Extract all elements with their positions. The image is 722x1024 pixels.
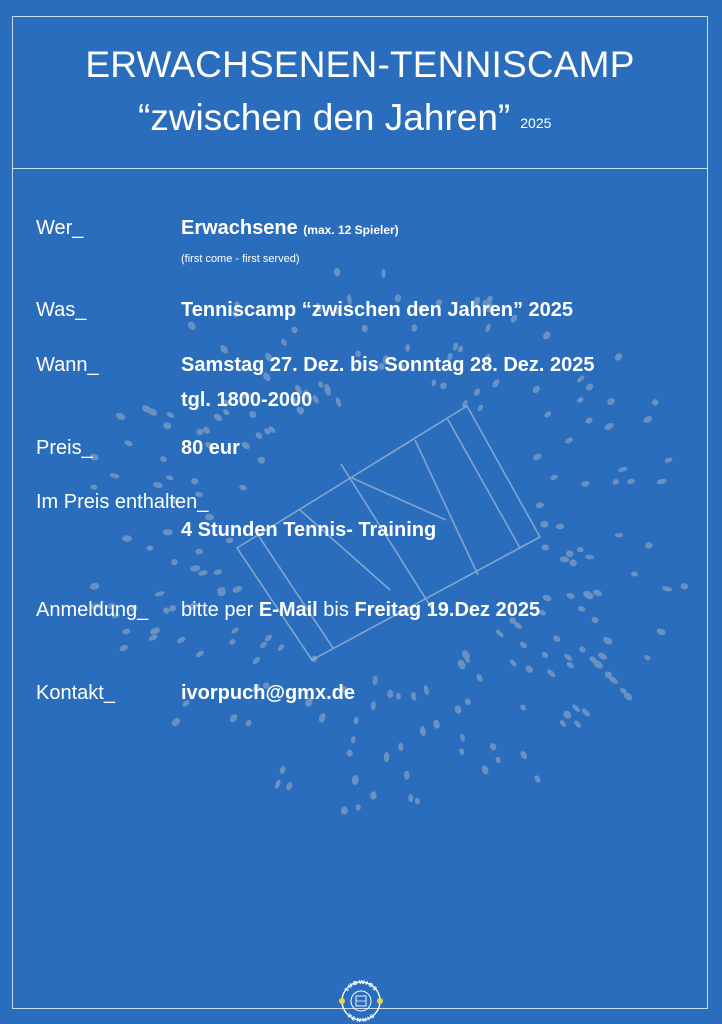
decor-dot bbox=[195, 649, 205, 658]
decor-dot bbox=[552, 634, 562, 643]
decor-dot bbox=[290, 326, 298, 334]
decor-dot bbox=[535, 502, 544, 509]
decor-dot bbox=[170, 716, 181, 727]
decor-dot bbox=[213, 569, 222, 576]
decor-dot bbox=[195, 427, 204, 436]
poster-title: ERWACHSENEN-TENNISCAMP bbox=[85, 44, 635, 85]
decor-dot bbox=[122, 627, 132, 635]
anmeldung-text2: bis bbox=[323, 599, 349, 621]
decor-dot bbox=[464, 698, 472, 706]
decor-dot bbox=[431, 379, 437, 387]
decor-dot bbox=[162, 421, 172, 431]
decor-dot bbox=[617, 466, 628, 473]
decor-dot bbox=[195, 548, 203, 554]
decor-dot bbox=[280, 338, 288, 347]
decor-dot bbox=[410, 691, 416, 701]
decor-dot bbox=[612, 478, 620, 485]
decor-dot bbox=[573, 719, 582, 729]
label-was: Was_ bbox=[36, 299, 87, 321]
decor-dot bbox=[457, 345, 464, 353]
anmeldung-deadline: Freitag 19.Dez 2025 bbox=[354, 599, 541, 621]
decor-dot bbox=[541, 544, 549, 550]
decor-dot bbox=[351, 775, 359, 786]
decor-dot bbox=[491, 378, 501, 389]
decor-dot bbox=[411, 324, 418, 332]
decor-dot bbox=[524, 664, 534, 674]
decor-dot bbox=[542, 594, 553, 603]
svg-text:TENNIS bbox=[346, 1013, 377, 1022]
decor-dot bbox=[566, 550, 574, 558]
decor-dot bbox=[452, 342, 459, 352]
decor-dot bbox=[341, 806, 349, 815]
value-anmeldung bbox=[181, 599, 540, 622]
decor-dot bbox=[454, 704, 463, 714]
decor-dot bbox=[519, 703, 527, 711]
decor-dot bbox=[664, 457, 673, 464]
decor-dot bbox=[481, 764, 490, 775]
note-first-come: (first come - first served) bbox=[181, 253, 300, 265]
decor-dot bbox=[495, 756, 502, 764]
decor-dot bbox=[355, 804, 361, 811]
club-logo bbox=[336, 976, 386, 1022]
label-kontakt: Kontakt_ bbox=[36, 682, 115, 704]
decor-dot bbox=[163, 529, 173, 535]
decor-dot bbox=[559, 719, 567, 728]
decor-dot bbox=[415, 797, 421, 804]
decor-dot bbox=[477, 404, 485, 412]
decor-dot bbox=[489, 742, 498, 751]
decor-dot bbox=[244, 719, 252, 728]
subtitle-year: 2025 bbox=[520, 115, 552, 131]
label-enthalten: Im Preis enthalten_ bbox=[36, 491, 209, 513]
value-wer-max-players: (max. 12 Spieler) bbox=[303, 223, 399, 237]
decor-dot bbox=[146, 545, 153, 550]
decor-dot bbox=[404, 771, 410, 780]
decor-dot bbox=[190, 477, 199, 485]
decor-dot bbox=[576, 396, 584, 404]
decor-dot bbox=[285, 781, 293, 791]
decor-dot bbox=[90, 484, 98, 490]
decor-dot bbox=[423, 685, 430, 696]
decor-dot bbox=[439, 382, 447, 390]
decor-dot bbox=[398, 742, 403, 751]
decor-dot bbox=[585, 382, 595, 392]
decor-dot bbox=[533, 774, 541, 784]
poster-subtitle bbox=[138, 97, 551, 139]
decor-dot bbox=[335, 397, 343, 408]
decor-dot bbox=[122, 535, 132, 542]
value-wer-main: Erwachsene bbox=[181, 217, 298, 239]
decor-dot bbox=[166, 411, 176, 419]
decor-dot bbox=[419, 726, 426, 737]
decor-dot bbox=[680, 583, 688, 590]
decor-dot bbox=[231, 626, 240, 634]
decor-dot bbox=[198, 569, 208, 576]
value-kontakt-email[interactable]: ivorpuch@gmx.de bbox=[181, 682, 355, 704]
decor-dot bbox=[509, 658, 518, 667]
decor-dot bbox=[149, 626, 161, 636]
decor-dot bbox=[231, 585, 243, 594]
tennis-ball-icon-right bbox=[377, 998, 383, 1004]
decor-dot bbox=[615, 533, 623, 537]
decor-dot bbox=[166, 475, 175, 482]
decor-dot bbox=[642, 415, 653, 425]
label-wer: Wer_ bbox=[36, 217, 84, 239]
decor-dot bbox=[240, 441, 251, 451]
decor-dot bbox=[556, 524, 564, 530]
decor-dot bbox=[384, 752, 390, 762]
decor-dot bbox=[162, 607, 170, 615]
decor-dot bbox=[559, 556, 569, 563]
decor-dot bbox=[274, 779, 282, 790]
decor-dot bbox=[613, 352, 623, 362]
label-wann: Wann_ bbox=[36, 354, 99, 376]
decor-dot bbox=[370, 701, 376, 711]
decor-dot bbox=[152, 481, 163, 489]
decor-dot bbox=[656, 627, 667, 636]
decor-dot bbox=[109, 472, 120, 479]
decor-dot bbox=[228, 713, 238, 724]
anmeldung-text1: bitte per bbox=[181, 599, 254, 621]
decor-dot bbox=[279, 765, 287, 775]
decor-dot bbox=[148, 634, 158, 642]
tennis-ball-icon-left bbox=[339, 998, 345, 1004]
decor-dot bbox=[458, 748, 465, 756]
decor-dot bbox=[540, 521, 549, 528]
decor-dot bbox=[432, 719, 440, 729]
value-wer bbox=[181, 217, 399, 240]
anmeldung-method: E-Mail bbox=[258, 599, 318, 621]
decor-dot bbox=[353, 716, 359, 724]
decor-dot bbox=[396, 693, 401, 700]
decor-dot bbox=[562, 709, 573, 720]
decor-dot bbox=[372, 675, 378, 685]
decor-dot bbox=[168, 604, 177, 613]
decor-dot bbox=[543, 410, 552, 419]
label-preis: Preis_ bbox=[36, 437, 93, 459]
value-was: Tenniscamp “zwischen den Jahren” 2025 bbox=[181, 299, 573, 321]
decor-dot bbox=[564, 436, 574, 445]
decor-dot bbox=[606, 397, 616, 407]
decor-dot bbox=[571, 703, 581, 713]
decor-dot bbox=[408, 794, 414, 803]
value-wann-dates: Samstag 27. Dez. bis Sonntag 28. Dez. 2025 bbox=[181, 354, 595, 376]
decor-dot bbox=[115, 411, 127, 421]
decor-dot bbox=[550, 474, 559, 481]
decor-dot bbox=[264, 633, 274, 642]
decor-dot bbox=[123, 439, 133, 447]
decor-dot bbox=[318, 712, 327, 723]
decor-dot bbox=[627, 478, 636, 485]
decor-dot bbox=[563, 653, 573, 662]
decor-dot bbox=[350, 735, 356, 743]
decor-dot bbox=[171, 559, 178, 566]
decor-dot bbox=[370, 791, 377, 800]
decor-dot bbox=[532, 452, 543, 462]
decor-dot bbox=[581, 480, 590, 488]
decor-dot bbox=[531, 384, 541, 394]
decor-dot bbox=[159, 455, 167, 462]
decor-dot bbox=[656, 478, 667, 485]
decor-dot bbox=[254, 431, 263, 440]
decor-dot bbox=[519, 640, 528, 649]
decor-dot bbox=[346, 749, 353, 757]
decor-dot bbox=[591, 616, 600, 624]
decor-dot bbox=[202, 426, 212, 435]
decor-dot bbox=[566, 661, 575, 670]
decor-dot bbox=[581, 707, 592, 718]
decor-dot bbox=[461, 649, 472, 661]
decor-dot bbox=[333, 267, 341, 277]
decor-dot bbox=[603, 422, 614, 432]
decor-dot bbox=[631, 571, 639, 577]
decor-dot bbox=[541, 651, 550, 660]
decor-dot bbox=[475, 673, 484, 683]
decor-dot bbox=[473, 387, 482, 396]
decor-dot bbox=[495, 629, 505, 639]
decor-dot bbox=[228, 638, 236, 646]
decor-dot bbox=[519, 750, 528, 760]
decor-dot bbox=[381, 269, 386, 278]
decor-dot bbox=[651, 398, 660, 407]
decor-dot bbox=[578, 645, 587, 653]
decor-dot bbox=[311, 394, 319, 405]
decor-dot bbox=[584, 416, 593, 425]
decor-dot bbox=[459, 733, 466, 742]
decor-dot bbox=[176, 636, 186, 645]
logo-top-text: LUDWIGS bbox=[344, 979, 378, 993]
value-wann-time: tgl. 1800-2000 bbox=[181, 389, 313, 411]
decor-dot bbox=[577, 605, 586, 613]
decor-dot bbox=[277, 643, 286, 652]
decor-dot bbox=[257, 455, 267, 465]
decor-dot bbox=[484, 323, 492, 333]
decor-dot bbox=[361, 324, 368, 332]
decor-dot bbox=[405, 344, 410, 352]
logo-bottom-text: TENNIS bbox=[345, 1013, 377, 1022]
decor-dot bbox=[317, 381, 324, 389]
value-enthalten: 4 Stunden Tennis- Training bbox=[181, 519, 437, 541]
decor-dot bbox=[569, 559, 577, 567]
decor-dot bbox=[645, 542, 653, 549]
decor-dot bbox=[252, 656, 262, 666]
decor-dot bbox=[190, 564, 201, 572]
label-anmeldung: Anmeldung_ bbox=[36, 599, 149, 621]
decor-dot bbox=[89, 582, 99, 590]
decor-dot bbox=[597, 651, 608, 661]
decor-dot bbox=[387, 690, 393, 698]
decor-dot bbox=[585, 554, 594, 560]
subtitle-text: “zwischen den Jahren” bbox=[138, 97, 511, 138]
decor-dot bbox=[119, 644, 129, 653]
decor-dot bbox=[662, 585, 673, 592]
decor-dot bbox=[239, 484, 248, 491]
decor-dot bbox=[577, 547, 584, 553]
decor-dot bbox=[566, 592, 576, 600]
decor-dot bbox=[542, 330, 552, 341]
decor-dot bbox=[546, 668, 557, 678]
decor-dot bbox=[259, 641, 268, 650]
decor-dot bbox=[212, 412, 223, 422]
value-preis: 80 eur bbox=[181, 437, 240, 459]
decor-dot bbox=[592, 589, 603, 597]
decor-dot bbox=[643, 654, 651, 661]
decor-dot bbox=[602, 636, 614, 646]
decor-dot bbox=[154, 590, 165, 597]
